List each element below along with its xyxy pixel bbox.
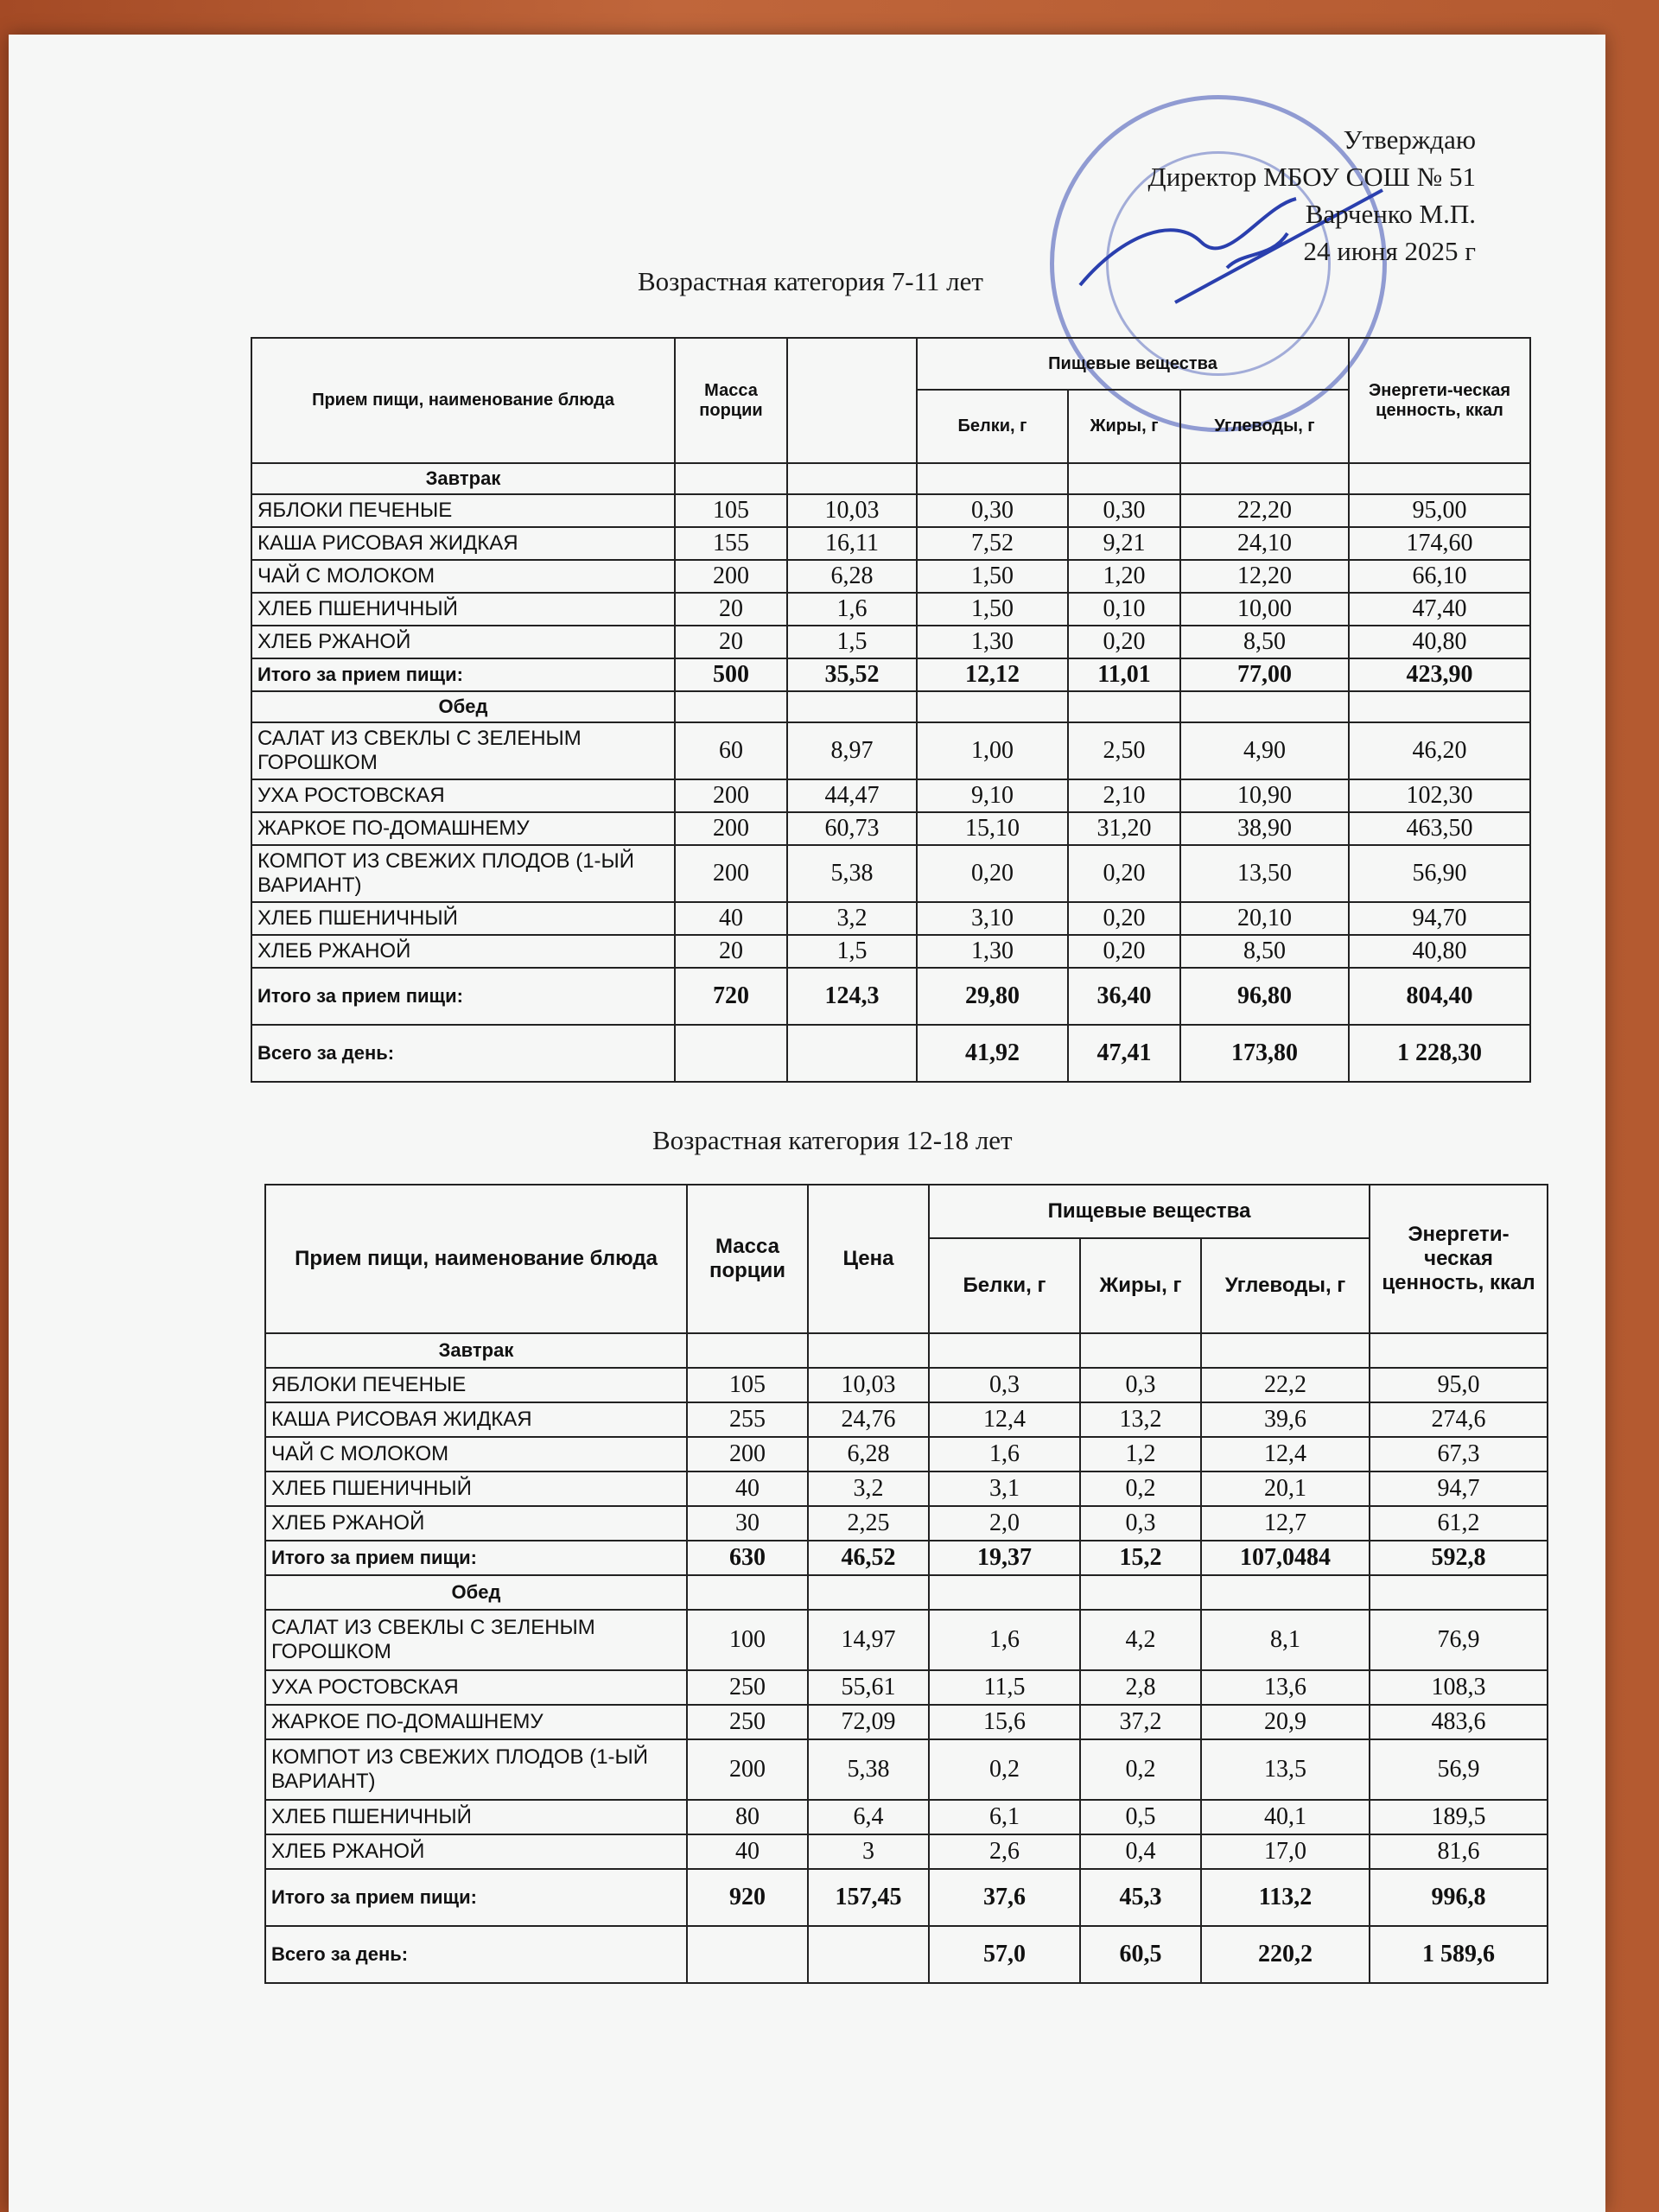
empty-cell: [787, 463, 917, 494]
breakfast-section-row: [251, 463, 1530, 494]
cell-energy: 804,40: [1349, 968, 1530, 1025]
cell-carbs: 13,6: [1201, 1670, 1370, 1705]
cell-energy: 46,20: [1349, 722, 1530, 779]
dish-name: УХА РОСТОВСКАЯ: [265, 1670, 687, 1705]
col-header-mass: Масса порции: [675, 338, 787, 463]
empty-cell: [787, 691, 917, 722]
table-row: [251, 902, 1530, 935]
dish-name: ХЛЕБ ПШЕНИЧНЫЙ: [265, 1471, 687, 1506]
cell-energy: 94,70: [1349, 902, 1530, 935]
cell-price: 8,97: [787, 722, 917, 779]
cell-protein: 41,92: [917, 1025, 1068, 1082]
table-row: [265, 1800, 1548, 1834]
dish-name: Итого за прием пищи:: [265, 1541, 687, 1575]
cell-fat: 0,30: [1068, 494, 1180, 527]
cell-energy: 66,10: [1349, 560, 1530, 593]
cell-carbs: 173,80: [1180, 1025, 1349, 1082]
col-header-energy: Энергети-ческая ценность, ккал: [1349, 338, 1530, 463]
approval-line: 24 июня 2025 г: [1303, 236, 1476, 266]
cell-mass: 630: [687, 1541, 808, 1575]
cell-mass: [675, 1025, 787, 1082]
cell-price: 5,38: [787, 845, 917, 902]
cell-energy: 274,6: [1370, 1402, 1548, 1437]
col-header-mass: Масса порции: [687, 1185, 808, 1333]
cell-price: 3,2: [808, 1471, 929, 1506]
approval-line: Варченко М.П.: [1305, 199, 1476, 229]
lunch-section-row: [265, 1575, 1548, 1610]
table-row: [251, 593, 1530, 626]
cell-price: 5,38: [808, 1739, 929, 1800]
cell-fat: 0,20: [1068, 935, 1180, 968]
empty-cell: [1349, 463, 1530, 494]
cell-fat: 0,2: [1080, 1739, 1201, 1800]
breakfast-section-row: [265, 1333, 1548, 1368]
section-label: Обед: [265, 1575, 687, 1610]
empty-cell: [1201, 1333, 1370, 1368]
cell-energy: 47,40: [1349, 593, 1530, 626]
cell-protein: 0,2: [929, 1739, 1080, 1800]
dish-name: ХЛЕБ РЖАНОЙ: [265, 1834, 687, 1869]
cell-carbs: 20,1: [1201, 1471, 1370, 1506]
dish-name: ХЛЕБ РЖАНОЙ: [251, 626, 675, 658]
approval-line: Директор МБОУ СОШ № 51: [1147, 162, 1476, 192]
empty-cell: [929, 1333, 1080, 1368]
day-total-row: [251, 1025, 1530, 1082]
empty-cell: [1349, 691, 1530, 722]
table-row: [265, 1437, 1548, 1471]
cell-carbs: 13,50: [1180, 845, 1349, 902]
cell-carbs: 20,10: [1180, 902, 1349, 935]
cell-protein: 6,1: [929, 1800, 1080, 1834]
cell-price: 35,52: [787, 658, 917, 691]
cell-carbs: 13,5: [1201, 1739, 1370, 1800]
cell-mass: 40: [687, 1834, 808, 1869]
empty-cell: [929, 1575, 1080, 1610]
dish-name: ЖАРКОЕ ПО-ДОМАШНЕМУ: [251, 812, 675, 845]
cell-energy: 94,7: [1370, 1471, 1548, 1506]
col-header-energy: Энергети-ческая ценность, ккал: [1370, 1185, 1548, 1333]
cell-price: 124,3: [787, 968, 917, 1025]
cell-protein: 9,10: [917, 779, 1068, 812]
cell-energy: 189,5: [1370, 1800, 1548, 1834]
cell-price: 60,73: [787, 812, 917, 845]
cell-energy: 483,6: [1370, 1705, 1548, 1739]
cell-price: 14,97: [808, 1610, 929, 1670]
table-row: [265, 1670, 1548, 1705]
cell-energy: 56,90: [1349, 845, 1530, 902]
dish-name: КАША РИСОВАЯ ЖИДКАЯ: [265, 1402, 687, 1437]
cell-price: 3: [808, 1834, 929, 1869]
cell-protein: 57,0: [929, 1926, 1080, 1983]
empty-cell: [1180, 691, 1349, 722]
breakfast-total-row: [265, 1541, 1548, 1575]
dish-name: КАША РИСОВАЯ ЖИДКАЯ: [251, 527, 675, 560]
cell-fat: 60,5: [1080, 1926, 1201, 1983]
cell-protein: 1,30: [917, 935, 1068, 968]
cell-fat: 0,2: [1080, 1471, 1201, 1506]
empty-cell: [917, 691, 1068, 722]
cell-protein: 15,10: [917, 812, 1068, 845]
cell-fat: 11,01: [1068, 658, 1180, 691]
dish-name: ХЛЕБ ПШЕНИЧНЫЙ: [251, 902, 675, 935]
cell-mass: 200: [675, 779, 787, 812]
cell-carbs: 4,90: [1180, 722, 1349, 779]
section-label: Завтрак: [265, 1333, 687, 1368]
cell-carbs: 113,2: [1201, 1869, 1370, 1926]
cell-protein: 12,4: [929, 1402, 1080, 1437]
dish-name: ХЛЕБ РЖАНОЙ: [265, 1506, 687, 1541]
cell-energy: 996,8: [1370, 1869, 1548, 1926]
cell-price: 16,11: [787, 527, 917, 560]
empty-cell: [1068, 463, 1180, 494]
table-row: [265, 1739, 1548, 1800]
col-header-fat: Жиры, г: [1080, 1238, 1201, 1333]
cell-fat: 31,20: [1068, 812, 1180, 845]
empty-cell: [1080, 1333, 1201, 1368]
cell-energy: 592,8: [1370, 1541, 1548, 1575]
table-row: [251, 527, 1530, 560]
empty-cell: [1180, 463, 1349, 494]
cell-protein: 2,6: [929, 1834, 1080, 1869]
cell-carbs: 12,7: [1201, 1506, 1370, 1541]
cell-price: 10,03: [787, 494, 917, 527]
cell-energy: 463,50: [1349, 812, 1530, 845]
empty-cell: [917, 463, 1068, 494]
cell-energy: 40,80: [1349, 626, 1530, 658]
dish-name: УХА РОСТОВСКАЯ: [251, 779, 675, 812]
cell-carbs: 22,20: [1180, 494, 1349, 527]
dish-name: ХЛЕБ ПШЕНИЧНЫЙ: [265, 1800, 687, 1834]
empty-cell: [808, 1333, 929, 1368]
table-row: [251, 812, 1530, 845]
cell-price: [787, 1025, 917, 1082]
table-row: [265, 1610, 1548, 1670]
cell-mass: 30: [687, 1506, 808, 1541]
cell-carbs: 24,10: [1180, 527, 1349, 560]
breakfast-total-row: [251, 658, 1530, 691]
cell-price: 55,61: [808, 1670, 929, 1705]
cell-mass: 100: [687, 1610, 808, 1670]
cell-fat: 45,3: [1080, 1869, 1201, 1926]
cell-fat: 15,2: [1080, 1541, 1201, 1575]
cell-carbs: 20,9: [1201, 1705, 1370, 1739]
dish-name: ЧАЙ С МОЛОКОМ: [265, 1437, 687, 1471]
cell-protein: 19,37: [929, 1541, 1080, 1575]
cell-energy: 81,6: [1370, 1834, 1548, 1869]
menu-document: [9, 35, 1605, 2212]
table-row: [265, 1834, 1548, 1869]
col-header-nutrients: Пищевые вещества: [929, 1185, 1370, 1238]
cell-protein: 12,12: [917, 658, 1068, 691]
cell-fat: 9,21: [1068, 527, 1180, 560]
cell-energy: 102,30: [1349, 779, 1530, 812]
cell-mass: 200: [687, 1739, 808, 1800]
cell-mass: 250: [687, 1670, 808, 1705]
cell-mass: 250: [687, 1705, 808, 1739]
cell-carbs: 77,00: [1180, 658, 1349, 691]
cell-price: 1,5: [787, 626, 917, 658]
col-header-price: Цена: [808, 1185, 929, 1333]
cell-energy: 1 228,30: [1349, 1025, 1530, 1082]
col-header-fat: Жиры, г: [1068, 390, 1180, 463]
table-row: [265, 1471, 1548, 1506]
cell-fat: 0,10: [1068, 593, 1180, 626]
cell-protein: 0,20: [917, 845, 1068, 902]
cell-energy: 67,3: [1370, 1437, 1548, 1471]
cell-carbs: 22,2: [1201, 1368, 1370, 1402]
cell-energy: 95,0: [1370, 1368, 1548, 1402]
empty-cell: [1080, 1575, 1201, 1610]
menu-table-7-11: [251, 337, 1531, 1083]
cell-energy: 108,3: [1370, 1670, 1548, 1705]
cell-mass: 200: [687, 1437, 808, 1471]
col-header-dish: Прием пищи, наименование блюда: [265, 1185, 687, 1333]
cell-protein: 3,1: [929, 1471, 1080, 1506]
cell-energy: 423,90: [1349, 658, 1530, 691]
cell-carbs: 107,0484: [1201, 1541, 1370, 1575]
approval-line: Утверждаю: [1343, 124, 1476, 155]
dish-name: Итого за прием пищи:: [251, 968, 675, 1025]
cell-mass: 60: [675, 722, 787, 779]
cell-fat: 0,5: [1080, 1800, 1201, 1834]
cell-mass: 105: [687, 1368, 808, 1402]
cell-mass: 255: [687, 1402, 808, 1437]
table-row: [251, 722, 1530, 779]
cell-protein: 3,10: [917, 902, 1068, 935]
cell-fat: 13,2: [1080, 1402, 1201, 1437]
cell-carbs: 8,50: [1180, 626, 1349, 658]
cell-fat: 1,2: [1080, 1437, 1201, 1471]
cell-fat: 47,41: [1068, 1025, 1180, 1082]
table-1-title: Возрастная категория 7-11 лет: [638, 266, 983, 296]
cell-mass: 155: [675, 527, 787, 560]
dish-name: Всего за день:: [251, 1025, 675, 1082]
cell-carbs: 40,1: [1201, 1800, 1370, 1834]
cell-mass: 920: [687, 1869, 808, 1926]
cell-protein: 37,6: [929, 1869, 1080, 1926]
cell-carbs: 220,2: [1201, 1926, 1370, 1983]
table-row: [251, 935, 1530, 968]
section-label: Обед: [251, 691, 675, 722]
cell-carbs: 10,90: [1180, 779, 1349, 812]
cell-price: 157,45: [808, 1869, 929, 1926]
col-header-price: [787, 338, 917, 463]
cell-energy: 95,00: [1349, 494, 1530, 527]
col-header-protein: Белки, г: [929, 1238, 1080, 1333]
cell-fat: 0,20: [1068, 902, 1180, 935]
dish-name: Всего за день:: [265, 1926, 687, 1983]
table-row: [265, 1402, 1548, 1437]
cell-fat: 0,20: [1068, 626, 1180, 658]
table-row: [251, 494, 1530, 527]
table-2-title: Возрастная категория 12-18 лет: [652, 1125, 1013, 1155]
dish-name: ХЛЕБ ПШЕНИЧНЫЙ: [251, 593, 675, 626]
cell-protein: 1,6: [929, 1610, 1080, 1670]
cell-carbs: 17,0: [1201, 1834, 1370, 1869]
empty-cell: [1068, 691, 1180, 722]
dish-name: Итого за прием пищи:: [265, 1869, 687, 1926]
cell-carbs: 39,6: [1201, 1402, 1370, 1437]
cell-fat: 36,40: [1068, 968, 1180, 1025]
dish-name: САЛАТ ИЗ СВЕКЛЫ С ЗЕЛЕНЫМ ГОРОШКОМ: [265, 1610, 687, 1670]
cell-carbs: 10,00: [1180, 593, 1349, 626]
cell-carbs: 12,4: [1201, 1437, 1370, 1471]
cell-mass: 20: [675, 935, 787, 968]
section-label: Завтрак: [251, 463, 675, 494]
cell-price: 46,52: [808, 1541, 929, 1575]
cell-price: 72,09: [808, 1705, 929, 1739]
cell-price: 10,03: [808, 1368, 929, 1402]
empty-cell: [675, 691, 787, 722]
cell-protein: 1,6: [929, 1437, 1080, 1471]
cell-mass: 20: [675, 593, 787, 626]
cell-price: 1,5: [787, 935, 917, 968]
cell-protein: 0,30: [917, 494, 1068, 527]
cell-energy: 61,2: [1370, 1506, 1548, 1541]
col-header-carbs: Углеводы, г: [1180, 390, 1349, 463]
cell-carbs: 96,80: [1180, 968, 1349, 1025]
cell-mass: 200: [675, 560, 787, 593]
cell-energy: 174,60: [1349, 527, 1530, 560]
cell-protein: 1,30: [917, 626, 1068, 658]
dish-name: ЯБЛОКИ ПЕЧЕНЫЕ: [265, 1368, 687, 1402]
empty-cell: [687, 1575, 808, 1610]
table-row: [251, 779, 1530, 812]
cell-mass: 40: [687, 1471, 808, 1506]
cell-protein: 29,80: [917, 968, 1068, 1025]
cell-price: 6,28: [808, 1437, 929, 1471]
empty-cell: [1201, 1575, 1370, 1610]
approval-block: [1148, 121, 1476, 270]
table-row: [251, 845, 1530, 902]
lunch-total-row: [251, 968, 1530, 1025]
cell-fat: 2,10: [1068, 779, 1180, 812]
dish-name: ХЛЕБ РЖАНОЙ: [251, 935, 675, 968]
cell-price: 24,76: [808, 1402, 929, 1437]
cell-price: 44,47: [787, 779, 917, 812]
cell-fat: 0,20: [1068, 845, 1180, 902]
cell-mass: 200: [675, 845, 787, 902]
cell-mass: 20: [675, 626, 787, 658]
cell-mass: 40: [675, 902, 787, 935]
dish-name: САЛАТ ИЗ СВЕКЛЫ С ЗЕЛЕНЫМ ГОРОШКОМ: [251, 722, 675, 779]
table-row: [265, 1506, 1548, 1541]
cell-mass: 80: [687, 1800, 808, 1834]
dish-name: ЧАЙ С МОЛОКОМ: [251, 560, 675, 593]
empty-cell: [675, 463, 787, 494]
cell-protein: 1,50: [917, 560, 1068, 593]
col-header-nutrients: Пищевые вещества: [917, 338, 1349, 390]
empty-cell: [687, 1333, 808, 1368]
cell-price: 6,4: [808, 1800, 929, 1834]
col-header-protein: Белки, г: [917, 390, 1068, 463]
menu-table-12-18: [264, 1184, 1548, 1984]
empty-cell: [808, 1575, 929, 1610]
cell-protein: 0,3: [929, 1368, 1080, 1402]
cell-fat: 2,8: [1080, 1670, 1201, 1705]
cell-price: 3,2: [787, 902, 917, 935]
dish-name: Итого за прием пищи:: [251, 658, 675, 691]
cell-mass: 200: [675, 812, 787, 845]
cell-price: [808, 1926, 929, 1983]
table-row: [251, 626, 1530, 658]
cell-carbs: 12,20: [1180, 560, 1349, 593]
cell-mass: [687, 1926, 808, 1983]
day-total-row: [265, 1926, 1548, 1983]
cell-mass: 500: [675, 658, 787, 691]
cell-protein: 7,52: [917, 527, 1068, 560]
lunch-section-row: [251, 691, 1530, 722]
cell-protein: 1,00: [917, 722, 1068, 779]
cell-protein: 2,0: [929, 1506, 1080, 1541]
lunch-total-row: [265, 1869, 1548, 1926]
dish-name: КОМПОТ ИЗ СВЕЖИХ ПЛОДОВ (1-ЫЙ ВАРИАНТ): [265, 1739, 687, 1800]
cell-price: 6,28: [787, 560, 917, 593]
cell-fat: 0,3: [1080, 1506, 1201, 1541]
cell-fat: 4,2: [1080, 1610, 1201, 1670]
cell-energy: 56,9: [1370, 1739, 1548, 1800]
cell-mass: 720: [675, 968, 787, 1025]
cell-carbs: 8,50: [1180, 935, 1349, 968]
cell-carbs: 38,90: [1180, 812, 1349, 845]
table-row: [265, 1368, 1548, 1402]
cell-energy: 1 589,6: [1370, 1926, 1548, 1983]
cell-carbs: 8,1: [1201, 1610, 1370, 1670]
cell-price: 2,25: [808, 1506, 929, 1541]
dish-name: ЖАРКОЕ ПО-ДОМАШНЕМУ: [265, 1705, 687, 1739]
cell-protein: 11,5: [929, 1670, 1080, 1705]
empty-cell: [1370, 1575, 1548, 1610]
cell-fat: 1,20: [1068, 560, 1180, 593]
table-row: [251, 560, 1530, 593]
cell-fat: 0,3: [1080, 1368, 1201, 1402]
cell-mass: 105: [675, 494, 787, 527]
cell-fat: 0,4: [1080, 1834, 1201, 1869]
dish-name: ЯБЛОКИ ПЕЧЕНЫЕ: [251, 494, 675, 527]
table-row: [265, 1705, 1548, 1739]
cell-energy: 76,9: [1370, 1610, 1548, 1670]
empty-cell: [1370, 1333, 1548, 1368]
cell-energy: 40,80: [1349, 935, 1530, 968]
col-header-dish: Прием пищи, наименование блюда: [251, 338, 675, 463]
cell-fat: 2,50: [1068, 722, 1180, 779]
cell-fat: 37,2: [1080, 1705, 1201, 1739]
cell-protein: 1,50: [917, 593, 1068, 626]
dish-name: КОМПОТ ИЗ СВЕЖИХ ПЛОДОВ (1-ЫЙ ВАРИАНТ): [251, 845, 675, 902]
cell-price: 1,6: [787, 593, 917, 626]
col-header-carbs: Углеводы, г: [1201, 1238, 1370, 1333]
cell-protein: 15,6: [929, 1705, 1080, 1739]
